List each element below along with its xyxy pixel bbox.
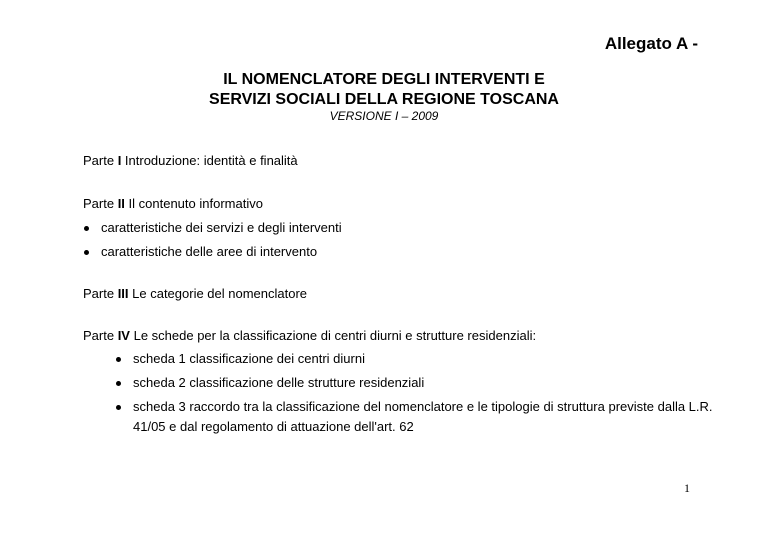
page-number: 1 [684, 481, 690, 495]
bullet-icon [116, 405, 121, 410]
section-prefix: Parte [83, 286, 118, 301]
document-title [0, 70, 768, 110]
section-title: Il contenuto informativo [124, 196, 263, 211]
document-page: Allegato A - IL NOMENCLATORE DEGLI INTERVENTI E SERVIZI SOCIALI DELLA REGIONE TOSCANA VERSIONE I – 2009 Parte I Introduzione: identità e finalità Parte II Il contenuto informativo caratteristiche dei servizi e degli interventi caratteristiche delle aree di intervento Parte III Le categorie del nomenclatore Parte IV Le schede per la classificazione di centri diurni e strutture residenziali: scheda 1 classificazione dei centri diurni scheda 2 classificazione delle strutture residenziali scheda 3 raccordo tra la classificazione del nomenclatore e le tipologie di struttura previste dalla L.R. 41/05 e dal regolamento di attuazione dell'art. 62 1 [0, 0, 768, 543]
section-prefix: Parte [83, 153, 118, 168]
version-label: VERSIONE I – 2009 [329, 109, 439, 123]
title-line-1: IL NOMENCLATORE DEGLI INTERVENTI E [223, 71, 545, 88]
section-parte-iv [83, 328, 536, 343]
section-prefix: Parte [83, 196, 118, 211]
bullet-icon [116, 357, 121, 362]
bullet-icon [116, 381, 121, 386]
bullet-icon [84, 250, 89, 255]
section-number: III [117, 286, 129, 301]
section-number: IV [117, 328, 130, 343]
section-parte-iii [83, 286, 307, 301]
section-number: II [117, 196, 125, 211]
list-item-continuation: 41/05 e dal regolamento di attuazione dell'art. 62 [133, 419, 414, 434]
title-line-2: SERVIZI SOCIALI DELLA REGIONE TOSCANA [209, 91, 559, 108]
section-prefix: Parte [83, 328, 118, 343]
section-title: Le schede per la classificazione di centri diurni e strutture residenziali: [129, 328, 537, 343]
section-title: Introduzione: identità e finalità [121, 153, 298, 168]
annex-label: Allegato A - [604, 34, 698, 53]
section-parte-ii [83, 196, 263, 211]
section-parte-i [83, 153, 298, 168]
section-title: Le categorie del nomenclatore [128, 286, 308, 301]
bullet-icon [84, 226, 89, 231]
section-number: I [117, 153, 122, 168]
